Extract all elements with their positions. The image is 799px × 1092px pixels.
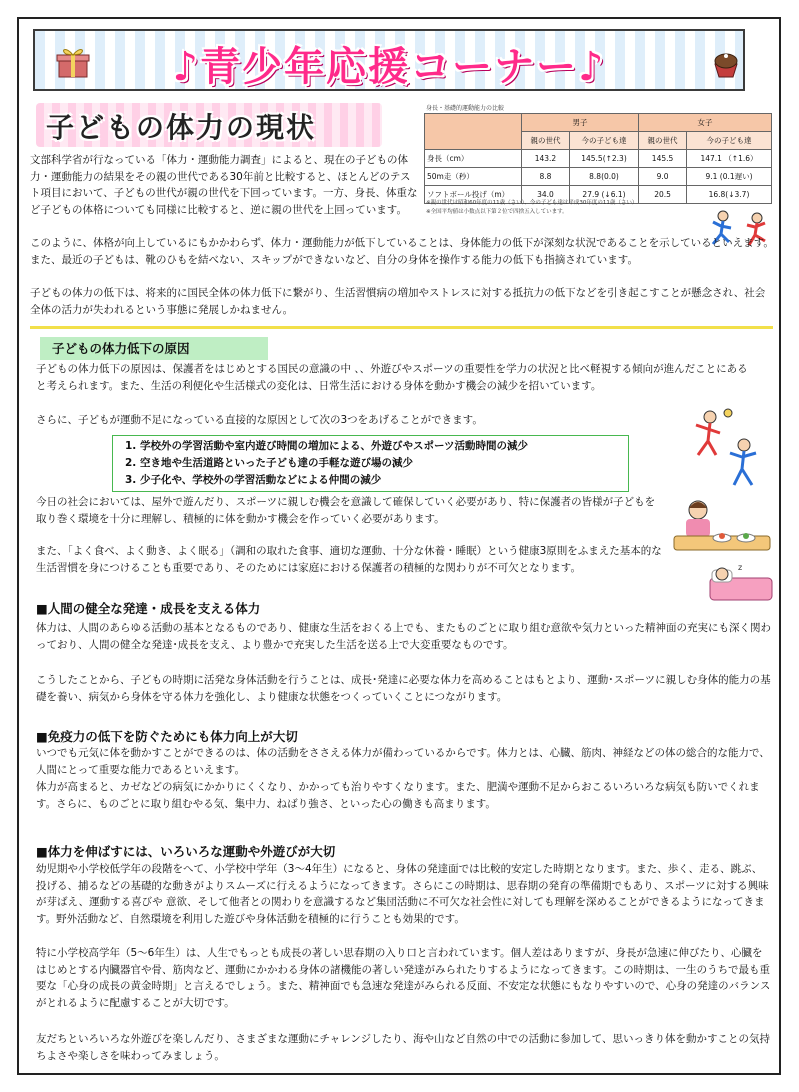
cell: 145.5	[639, 150, 687, 168]
playing-children-illustration	[684, 405, 772, 491]
sleeping-child-illustration	[708, 558, 774, 606]
cause-paragraph: さらに、子どもが運動不足になっている直接的な原因として次の3つをあげることができます。	[36, 414, 483, 426]
svg-text:z: z	[738, 563, 743, 572]
cell: 8.8	[522, 168, 570, 186]
list-item: 1. 学校外の学習活動や室内遊び時間の増加による、外遊びやスポーツ活動時間の減少	[125, 440, 529, 452]
section-paragraph: いつでも元気に体を動かすことができるのは、体の活動をささえる体力が備わっているからです。体力とは、心臓、筋肉、神経などの体の総合的な能力で、人間にとって重要な能力であるといえます。	[36, 747, 770, 776]
col-parent: 親の世代	[522, 132, 570, 150]
section-paragraph: 体力が高まると、カゼなどの病気にかかりにくくなり、かかっても治りやすくなります。また、肥満や運動不足からおこるいろいろな病気も防いでくれます。さらに、ものごとに取り組むやる気、集中力、ねばり強さ、といった心の働きも高まります。	[36, 781, 760, 810]
table-row	[425, 150, 772, 168]
section-heading: ■人間の健全な発達・成長を支える体力	[36, 601, 261, 616]
cell: 20.5	[639, 186, 687, 204]
cause-paragraph: 今日の社会においては、屋外で遊んだり、スポーツに親しむ機会を意識して確保していく必要があり、特に保護者の皆様が子どもを取り巻く環境を十分に理解し、積極的に体を動かす機会を作っていく必要があります。	[36, 496, 656, 525]
cause-list	[112, 435, 629, 492]
intro-paragraph: このように、体格が向上しているにもかかわらず、体力・運動能力が低下していることは、身体能力の低下が深刻な状況であることを示しているといえます。また、最近の子どもは、靴のひもを結べない、スキップができないなど、自分の身体を操作する能力の低下も指摘されています。	[30, 237, 774, 266]
banner-title: ♪青少年応援コーナー♪	[172, 44, 606, 90]
section-heading: ■免疫力の低下を防ぐためにも体力向上が大切	[36, 729, 298, 744]
section-heading: ■体力を伸ばすには、いろいろな運動や外遊びが大切	[36, 844, 336, 859]
list-item: 3. 少子化や、学校外の学習活動などによる仲間の減少	[125, 474, 382, 486]
gift-box-icon	[56, 46, 90, 78]
cell: 9.1 (0.1遅い)	[687, 168, 772, 186]
page-title	[36, 103, 382, 147]
table-row	[425, 168, 772, 186]
family-meal-illustration	[672, 494, 772, 554]
table-note: ※全国平均値は小数点以下第２位で四捨五入しています。	[426, 209, 568, 215]
cell: 34.0	[522, 186, 570, 204]
section-paragraph: 特に小学校高学年（5～6年生）は、人生でもっとも成長の著しい思春期の入り口と言われています。個人差はありますが、身長が急速に伸びたり、心臓をはじめとする内臓器官や骨、筋肉など、運動にかかわる身体の諸機能の著しい発達がみられたりするようになってきます。この時期は、一生のうちで最も重要な「心身の成長の黄金時期」と言えるでしょう。また、精神面でも急速な発達がみられる反面、不安定な状態にもなりやすいので、心身の発達のバランスがとれるように配慮することが大切です。	[36, 947, 771, 1009]
divider	[30, 326, 773, 329]
header-girls: 女子	[639, 114, 772, 132]
section-paragraph: 体力は、人間のあらゆる活動の基本となるものであり、健康な生活をおくる上でも、またものごとに取り組む意欲や気力といった精神面の充実にも深く関わっており、人間の健全な発達･成長を支え、より豊かで充実した生活を送る上で大変重要なものです。	[36, 622, 771, 651]
page-title-text: 子どもの体力の現状	[46, 111, 317, 144]
section-paragraph: こうしたことから、子どもの時期に活発な身体活動を行うことは、成長･発達に必要な体力を高めることはもとより、運動･スポーツに親しむ身体的能力の基礎を養い、病気から身体を守る体力を強化し、より健康な状態をつくっていくことにつながります。	[36, 674, 771, 703]
col-child: 今の子ども達	[569, 132, 638, 150]
cause-paragraph: また、「よく食べ、よく動き、よく眠る」（調和の取れた食事、適切な運動、十分な休養・睡眠）という健康3原則をふまえた基本的な生活習慣を身につけることも重要であり、そのためには家庭における保護者の積極的な関わりが不可欠となります。	[36, 545, 662, 574]
list-item: 2. 空き地や生活道路といった子ども達の手軽な遊び場の減少	[125, 457, 413, 469]
chocolate-icon	[712, 52, 740, 78]
table-corner	[425, 114, 522, 150]
col-child: 今の子ども達	[687, 132, 772, 150]
header-boys: 男子	[522, 114, 639, 132]
cell: 145.5(↑2.3)	[569, 150, 638, 168]
table-caption: 身長・基礎的運動能力の比較	[426, 105, 505, 112]
col-parent: 親の世代	[639, 132, 687, 150]
section-heading: 子どもの体力低下の原因	[40, 337, 268, 360]
row-label: 50m走（秒）	[425, 168, 522, 186]
row-label: 身長（cm）	[425, 150, 522, 168]
section-paragraph: 幼児期や小学校低学年の段階をへて、小学校中学年（3～4年生）になると、身体の発達面では比較的安定した時期となります。また、歩く、走る、跳ぶ、投げる、捕るなどの基礎的な動きがよりスムーズに行えるようになってきます。さらにこの時期は、思春期の発育の準備期でもあり、スポーツに対する興味が芽ばえ、運動する喜びや 意欲、そして他者との関わりを意識するなど集団活動に不可欠な社会性に対しても理解を深めることができるようになってきます。野外活動など、自然環境を利用した遊びや身体活動を積極的に行うことも効果的です。	[36, 863, 769, 925]
intro-paragraph: 子どもの体力の低下は、将来的に国民全体の体力低下に繋がり、生活習慣病の増加やストレスに対する抵抗力の低下などを引き起こすことが懸念され、社会全体の活力が失われるという事態に発展しかねません。	[30, 287, 766, 316]
cell: 8.8(0.0)	[569, 168, 638, 186]
cell: 27.9 (↓6.1)	[569, 186, 638, 204]
table-note: ※親の世代は昭和60年度の11歳（さい）、今の子ども達は平成30年度の11歳（さい）	[426, 200, 638, 206]
comparison-table	[424, 113, 772, 204]
cell: 143.2	[522, 150, 570, 168]
cause-paragraph: 子どもの体力低下の原因は、保護者をはじめとする国民の意識の中 、、外遊びやスポーツの重要性を学力の状況と比べ軽視する傾向が進んだことにあると考えられます。また、生活の利便化や生活様式の変化は、日常生活における身体を動かす機会の減少を招いています。	[36, 363, 748, 392]
section-paragraph: 友だちといろいろな外遊びを楽しんだり、さまざまな運動にチャレンジしたり、海や山など自然の中での活動に参加して、思いっきり体を動かすことの気持ちよさや楽しさを味わってみましょう。	[36, 1033, 770, 1062]
cell: 147.1 （↑1.6）	[687, 150, 772, 168]
intro-paragraph: 文部科学省が行なっている「体力・運動能力調査」によると、現在の子どもの体力・運動能力の結果をその親の世代である30年前と比較すると、ほとんどのテスト項目において、子どもの世代が親の世代を下回っています。一方、身長、体重など子どもの体格についても同様に比較すると、逆に親の世代を上回っています。	[30, 154, 418, 216]
cell: 9.0	[639, 168, 687, 186]
row-label: ソフトボール投げ（m）	[425, 186, 522, 204]
banner	[33, 29, 745, 91]
cell: 16.8(↓3.7)	[687, 186, 772, 204]
